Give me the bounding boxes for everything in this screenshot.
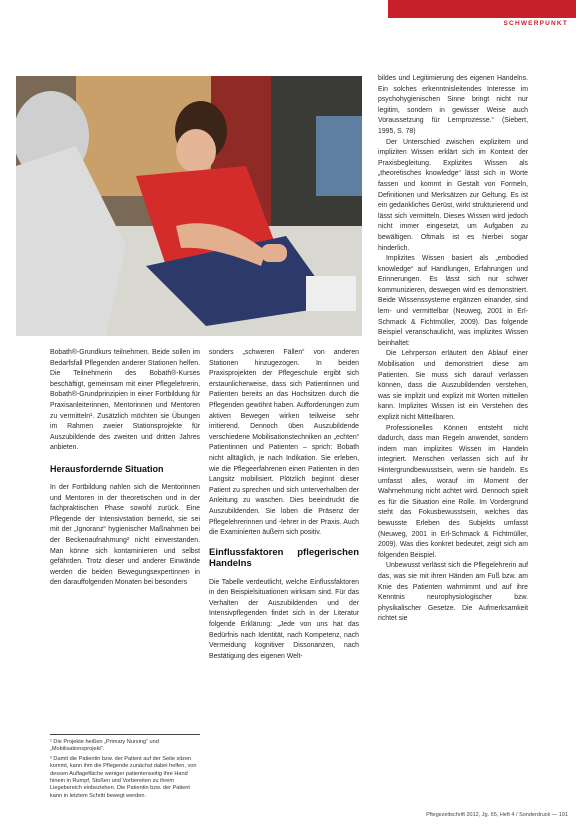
header-accent-bar (388, 0, 576, 18)
paragraph: Bobath®-Grundkurs teilnehmen. Beide sollen im Bedarfsfall Pflegenden anderer Stationen helfen. Die Teilnehmerin des Bobath®-Kurses beschäftigt, gemeinsam mit einer Pflegelehrerin, Bobath®-Grundprinzipien in einer Fortbildung für Praxisanleiterinnen, Mentorinnen und Mentoren zu vermitteln¹. Zusätzlich möchten sie Übungen im Rahmen zweier Stationsprojekte für Auszubildende des zweiten und dritten Jahres anbieten. (50, 349, 200, 452)
column-1 (50, 348, 200, 589)
section-label: SCHWERPUNKT (503, 20, 568, 27)
paragraph: sonders „schweren Fällen“ von anderen Stationen hinzugezogen. In beiden Praxisprojekten der Pflegeschule ergibt sich erstaunlicherweise, dass sich Patientinnen und Patienten bereits an das Hochsitzen durch die Pflegenden gewöhnt haben. Aufforderungen zum aktiven Bewegen wirken teilweise sehr irritierend. Dennoch üben Auszubildende verschiedene Mobilisationstechniken an „echten“ Patientinnen und Patienten – sprich: Bobath nicht alltäglich, je nach Indikation. Sie erleben, wie die Pflegeerfahrenen einen Patienten in den Langsitz mobilisiert. Plötzlich beginnt dieser Patient zu sprechen und sich unterverhalben der Anleitung zu waschen. Dies beeindruckt die Auszubildenden. Sie loben die Präsenz der Pflegelehrerinnen und -lehrer in der Praxis. Auch die Examinierten äußern sich positiv. (209, 349, 359, 537)
column-2 (209, 348, 359, 662)
section-heading-einflussfaktoren: Einflussfaktoren pflegerischen Handelns (209, 546, 359, 570)
paragraph: Professionelles Können entsteht nicht dadurch, dass man Regeln anwendet, sondern indem man implizites Wissen im Handeln integriert. Menschen verlassen sich auf ihr Hintergrundbewusstsein, wenn sie handeln. Es umfasst alles, worauf im Moment der Wahrnehmung nicht achtet wird. Dennoch spielt es für die Situation eine Rolle. Im Vordergrund steht das Fokusbewusstsein, welches das bewusste Erleben des Subjekts umfasst (Neuweg, 2001 in Erl-Schmack & Fichtmüller, 2009). Was dies konkret bedeutet, zeigt sich am folgenden Beispiel. (378, 424, 528, 559)
section-heading-situation: Herausfordernde Situation (50, 463, 164, 474)
photo-mobilisation (16, 76, 362, 336)
column-3 (378, 74, 528, 625)
paragraph: Implizites Wissen basiert als „embodied knowledge“ auf Handlungen, Erfahrungen und Erinnerungen. Es lässt sich nur schwer kommunizieren, deswegen wird es demonstriert. Beide Wissenssysteme ergänzen einander, sind lern- und vermittelbar (Neuweg, 2001 in Erl-Schmack & Fichtmüller, 2009). Das folgende Beispiel veranschaulicht, was implizites Wissen beinhaltet: (378, 255, 528, 347)
footnotes (50, 734, 200, 802)
paragraph: In der Fortbildung nahlen sich die Mentorinnen und Mentoren in der theoretischen und in der fachpraktischen Phase sowohl zurück. Eine Pflegende der Intensivstation bemerkt, sie sei mit der „Ignoranz“ hygienischer Maßnahmen bei der Beckenaufnahmung² nicht einverstanden. Man könne sich kontaminieren und selbst gefährden. Trotz dieser und anderer Einwände werden die beiden Bewegungsexpertinnen in den darauffolgenden Monaten bei besonders (50, 483, 200, 587)
paragraph: Die Lehrperson erläutert den Ablauf einer Mobilisation und demonstriert diese am Patienten. Sie muss sich darauf verlassen können, dass die Auszubildenden verstehen, was sie implizit und explizit mit Worten mitteilen kann. Implizites Wissen ist ein Verstehen des explizit nicht Mitteilbaren. (378, 350, 528, 421)
paragraph: Unbewusst verlässt sich die Pflegelehrerin auf das, was sie mit ihren Händen am Fuß bzw. am Knie des Patienten wahrnimmt und auf ihre Kenntnis neurophysiologischer bzw. physikalischer Gesetze. Die Aufmerksamkeit richtet sie (378, 562, 528, 623)
footnote-1: ¹ Die Projekte heißen „Primary Nursing“ und „Mobilisationsprojekt“. (50, 739, 159, 753)
footnote-2: ² Damit die Patientin bzw. der Patient auf der Seite sitzen kommt, kann ihm die Pflegende zunächst dabei helfen, von dessen Auflagefläche weniger patientenseitig ihre Hand hinein in Rumpf, Stoßen und Vorbereiten zu ihrem Liegebereich einbeziehen. Die Patientin bzw. der Patient kann in letztem Schritt bewegt werden. (50, 755, 197, 799)
paragraph: Die Tabelle verdeutlicht, welche Einflussfaktoren in den Beispielsituationen wirksam sind. Für das Verhalten der Auszubildenden und der Intensivpflegenden findet sich in der Literatur folgende Erklärung: „Jede von uns hat das Bedürfnis nach Identität, nach Kompetenz, nach Vermeidung kognitiver Dissonanzen, nach Bestätigung des eigenen Welt- (209, 578, 359, 660)
paragraph: bildes und Legitimierung des eigenen Handelns. Ein solches erkenntnisleitendes Interesse im psychohygienischen Sinne bringt nicht nur legitim, sondern in gewisser Weise auch Voraussetzung für Lernprozesse.“ (Siebert, 1995, S. 78) (378, 75, 528, 135)
page-footer: Pflegezeitschrift 2012, Jg. 65, Heft 4 / Sonderdruck — 191 (426, 812, 568, 818)
photo-illustration (16, 76, 362, 336)
paragraph: Der Unterschied zwischen explizitem und impliziten Wissen erklärt sich im Kontext der Praxisbegleitung. Explizites Wissen als „theoretisches knowledge“ lässt sich in Worte fassen und kommt in Gestalt von Formeln, Definitionen und Merksätzen zur Geltung. Es ist ein gedankliches Gerüst, wirkt strukturierend und lässt sich vermitteln. Dieses Wissen wird jedoch nicht immer eingesetzt, um Aufgaben zu bewältigen. Oftmals ist es hierbei sogar hinderlich. (378, 138, 528, 252)
